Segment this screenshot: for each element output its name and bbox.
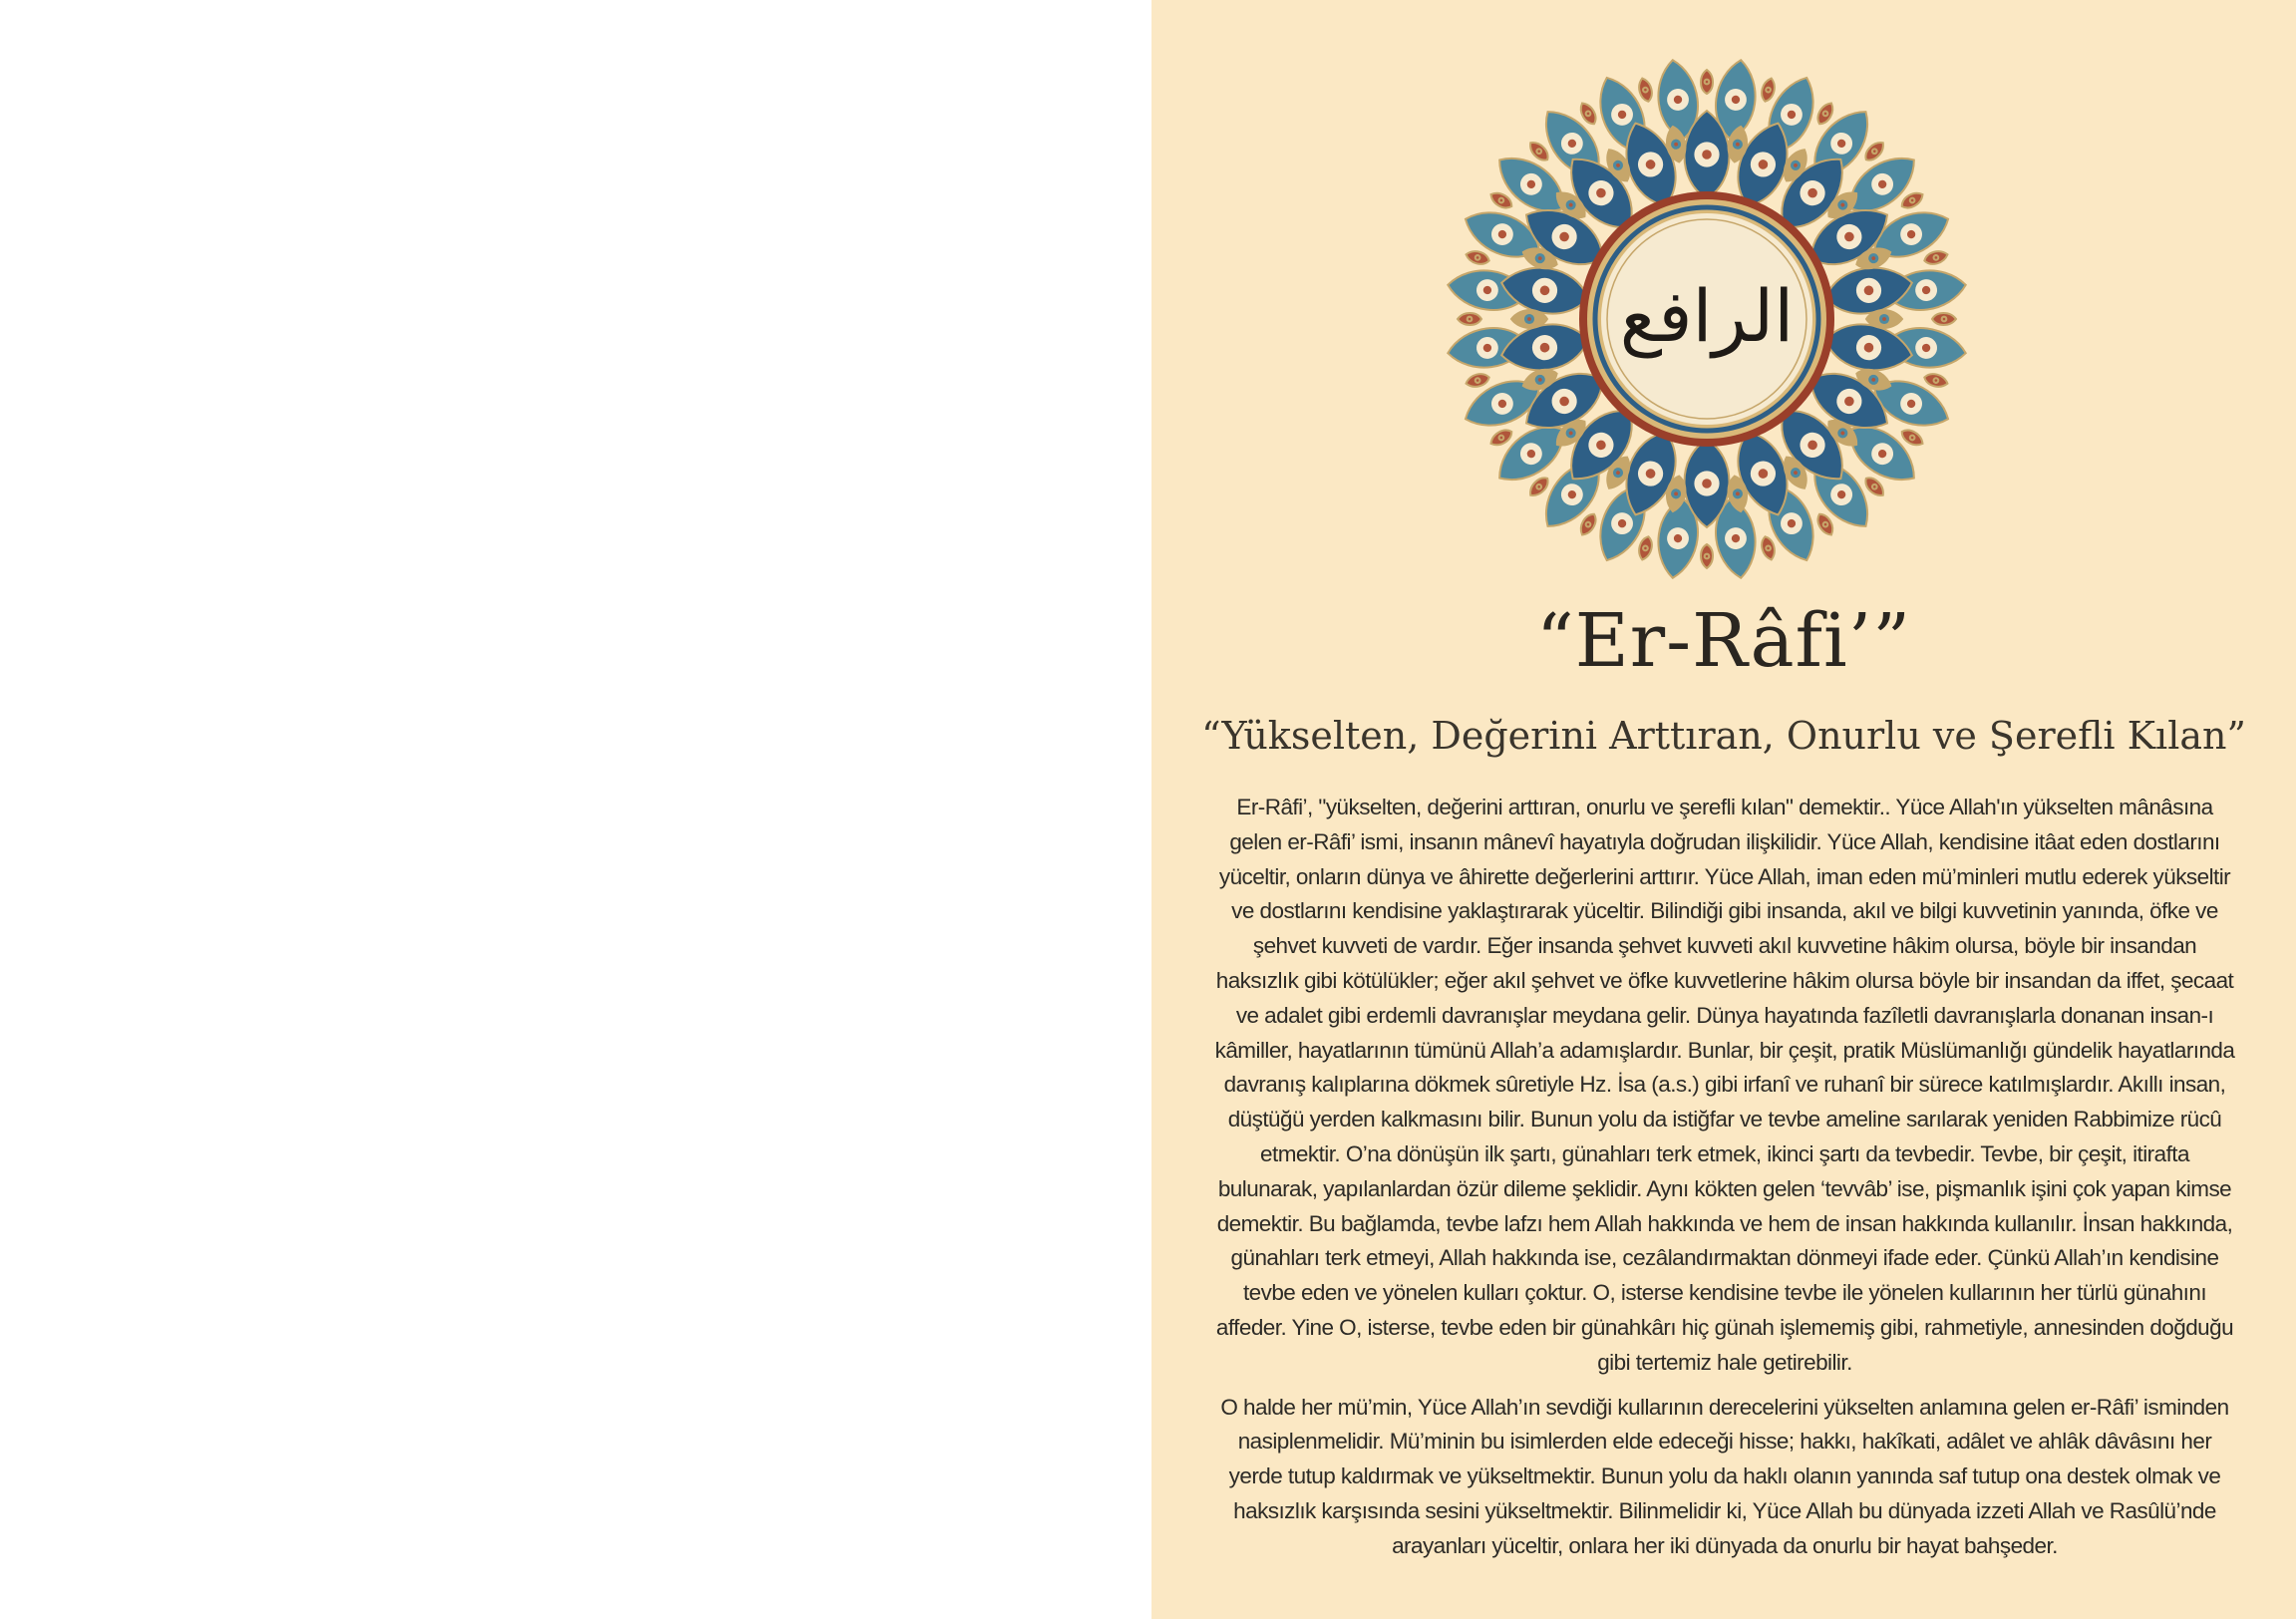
paragraph-2: O halde her mü’min, Yüce Allah’ın sevdiği kullarının derecelerini yükselten anlamına gelen er-Râfi’ isminden nasiplenmelidir. Mü’minin bu isimlerden elde edeceği hisse; hakkı, hakîkati, adâlet ve ahlâk dâvâsını her yerde tutup kaldırmak ve yükseltmektir. Bunun yolu da haklı olanın yanında saf tutup ona destek olmak ve haksızlık karşısında sesini yükseltmektir. Bilinmelidir ki, Yüce Allah bu dünyada izzeti Allah ve Rasûlü’nde arayanları yüceltir, onlara her iki dünyada da onurlu bir hayat bahşeder. bbox=[1220, 1394, 2229, 1558]
page-subtitle: “Yükselten, Değerini Arttıran, Onurlu ve Şerefli Kılan” bbox=[1201, 714, 2246, 758]
paragraph-1: Er-Râfi’, "yükselten, değerini arttıran, onurlu ve şerefli kılan" demektir.. Yüce Allah'ın yükselten mânâsına gelen er-Râfi’ ismi, insanın mânevî hayatıyla doğrudan ilişkilidir. Yüce Allah, kendisine itâat eden dostlarını yüceltir, onların dünya ve âhirette değerlerini arttırır. Yüce Allah, iman eden mü’minleri mutlu ederek yükseltir ve dostlarını kendisine yaklaştırarak yüceltir. Bilindiği gibi insanda, akıl ve bilgi kuvvetinin yanında, öfke ve şehvet kuvveti de vardır. Eğer insanda şehvet kuvveti akıl kuvvetine hâkim olursa, böyle bir insandan haksızlık gibi kötülükler; eğer akıl şehvet ve öfke kuvvetlerine hâkim olursa böyle bir insandan da iffet, şecaat ve adalet gibi erdemli davranışlar meydana gelir. Dünya hayatında fazîletli davranışlarla donanan insan-ı kâmiller, hayatlarının tümünü Allah’a adamışlardır. Bunlar, bir çeşit, pratik Müslümanlığı gündelik hayatlarında davranış kalıplarına dökmek sûretiyle Hz. İsa (a.s.) gibi irfanî ve ruhanî bir sürece katılmışlardır. Akıllı insan, düştüğü yerden kalkmasını bilir. Bunun yolu da istiğfar ve tevbe ameline sarılarak yeniden Rabbimize rücû etmektir. O’na dönüşün ilk şartı, günahları terk etmek, ikinci şartı da tevbedir. Tevbe, bir çeşit, itirafta bulunarak, yapılanlardan özür dileme şeklidir. Aynı kökten gelen ‘tevvâb’ ise, pişmanlık işini çok yapan kimse demektir. Bu bağlamda, tevbe lafzı hem Allah hakkında ve hem de insan hakkında kullanılır. İnsan hakkında, günahları terk etmeyi, Allah hakkında ise, cezâlandırmaktan dönmeyi ifade eder. Çünkü Allah’ın kendisine tevbe eden ve yönelen kulları çoktur. O, isterse kendisine tevbe ile yönelen kullarının her türlü günahını affeder. Yine O, isterse, tevbe eden bir günahkârı hiç günah işlememiş gibi, rahmetiyle, annesinden doğduğu gibi tertemiz hale getirebilir. bbox=[1214, 795, 2235, 1375]
body-text bbox=[1211, 791, 2238, 1564]
ornamental-medallion-icon bbox=[1438, 50, 1976, 588]
right-page bbox=[1151, 0, 2296, 1619]
calligraphy-er-rafi: الرافع bbox=[1619, 274, 1795, 358]
page-title: “Er-Râfi’” bbox=[1535, 598, 1912, 684]
